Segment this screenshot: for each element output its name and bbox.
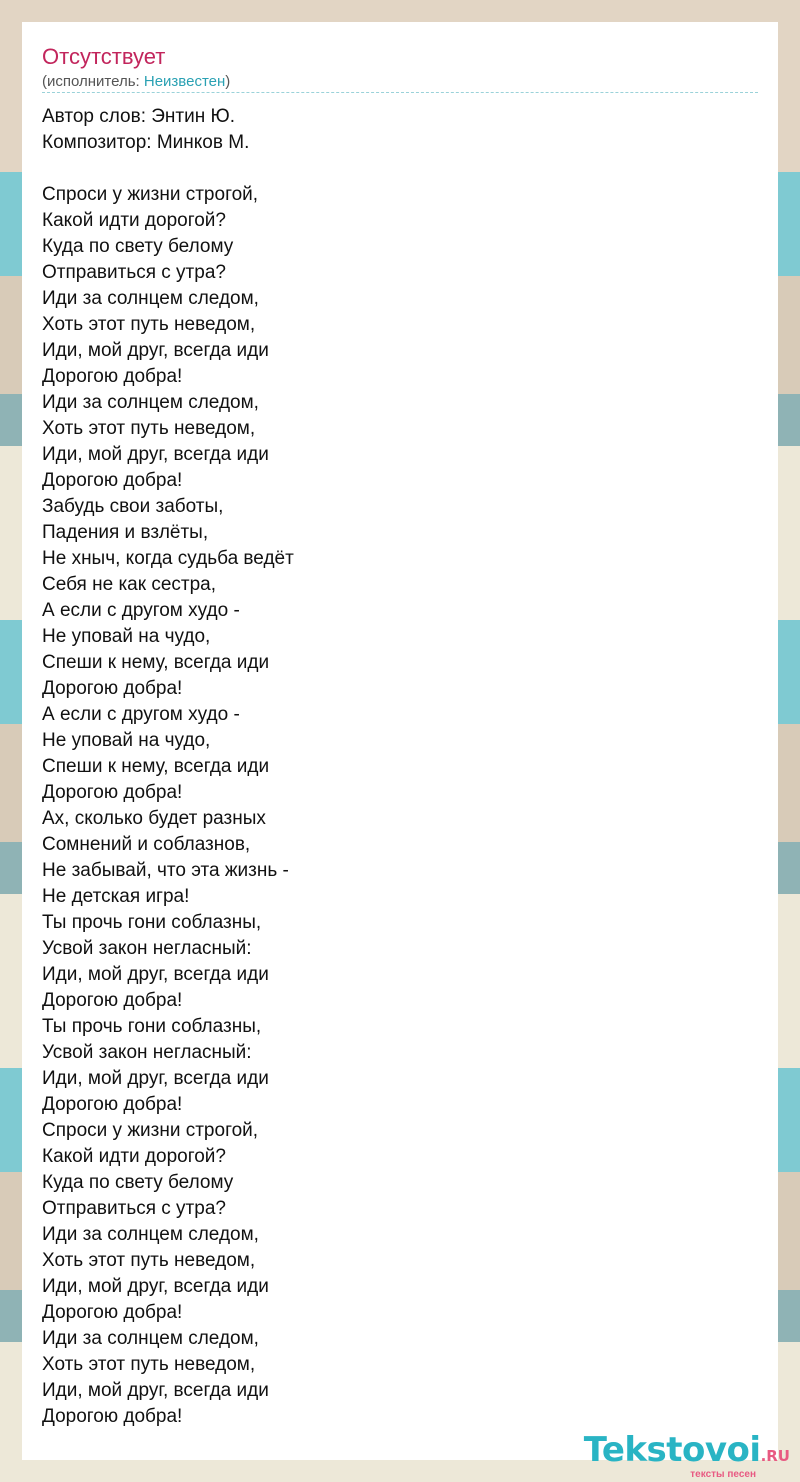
lyric-line: Не хныч, когда судьба ведёт [42,548,294,569]
lyric-line: Хоть этот путь неведом, [42,418,256,439]
lyric-line: Не уповай на чудо, [42,626,211,647]
lyrics-body [42,182,294,1430]
artist-prefix: (исполнитель: [42,73,144,90]
lyric-line: Какой идти дорогой? [42,210,226,231]
lyrics-card [22,22,778,1460]
lyric-line: Хоть этот путь неведом, [42,1354,256,1375]
lyric-line: Дорогою добра! [42,470,183,491]
lyric-line: Отправиться с утра? [42,1198,226,1219]
lyric-line: Дорогою добра! [42,990,183,1011]
artist-link[interactable]: Неизвестен [143,73,226,90]
lyric-line: Дорогою добра! [42,1302,183,1323]
lyric-line: Иди, мой друг, всегда иди [42,1276,269,1297]
lyric-line: Падения и взлёты, [42,522,209,543]
artist-suffix: ) [225,73,231,90]
lyric-line: Ах, сколько будет разных [42,808,266,829]
lyric-line: Иди, мой друг, всегда иди [42,444,269,465]
lyric-line: Дорогою добра! [42,1094,183,1115]
lyric-line: Иди, мой друг, всегда иди [42,964,269,985]
artist-line [42,72,230,92]
lyric-line: Спеши к нему, всегда иди [42,652,270,673]
lyric-line: Хоть этот путь неведом, [42,314,256,335]
lyric-line: Иди, мой друг, всегда иди [42,1068,269,1089]
lyric-line: А если с другом худо - [42,704,240,725]
lyric-line: Иди за солнцем следом, [42,392,259,413]
lyric-line: Дорогою добра! [42,678,183,699]
song-title: Отсутствует [42,44,166,69]
logo-wordmark [583,1430,790,1473]
lyric-line: Не детская игра! [42,886,190,907]
lyric-line: Ты прочь гони соблазны, [42,1016,262,1037]
lyric-line: Себя не как сестра, [42,574,217,595]
title-divider [42,92,758,93]
logo-tld: .RU [760,1447,790,1465]
lyric-line: Усвой закон негласный: [42,1042,252,1063]
lyric-line: Забудь свои заботы, [42,496,224,517]
lyric-line: Дорогою добра! [42,366,183,387]
lyric-line: Спроси у жизни строгой, [42,184,259,205]
lyricist-credit: Автор слов: Энтин Ю. [42,106,235,127]
lyric-line: Дорогою добра! [42,782,183,803]
site-logo[interactable] [583,1430,790,1480]
lyric-line: Спеши к нему, всегда иди [42,756,270,777]
lyric-line: Усвой закон негласный: [42,938,252,959]
composer-credit: Композитор: Минков М. [42,132,250,153]
lyric-line: Иди за солнцем следом, [42,1224,259,1245]
lyric-line: Куда по свету белому [42,1172,234,1193]
lyric-line: Какой идти дорогой? [42,1146,226,1167]
lyric-line: Хоть этот путь неведом, [42,1250,256,1271]
logo-tagline: тексты песен [690,1469,756,1480]
lyric-line: Иди, мой друг, всегда иди [42,1380,269,1401]
lyric-line: Иди за солнцем следом, [42,288,259,309]
lyric-line: Не уповай на чудо, [42,730,211,751]
lyric-line: Иди, мой друг, всегда иди [42,340,269,361]
lyric-line: Иди за солнцем следом, [42,1328,259,1349]
lyric-line: А если с другом худо - [42,600,240,621]
logo-main-text: Tekstovoi [583,1430,761,1470]
lyric-line: Спроси у жизни строгой, [42,1120,259,1141]
lyric-line: Ты прочь гони соблазны, [42,912,262,933]
lyric-line: Куда по свету белому [42,236,234,257]
lyric-line: Не забывай, что эта жизнь - [42,860,289,881]
lyric-line: Сомнений и соблазнов, [42,834,251,855]
lyric-line: Дорогою добра! [42,1406,183,1427]
lyric-line: Отправиться с утра? [42,262,226,283]
credits [42,104,249,156]
